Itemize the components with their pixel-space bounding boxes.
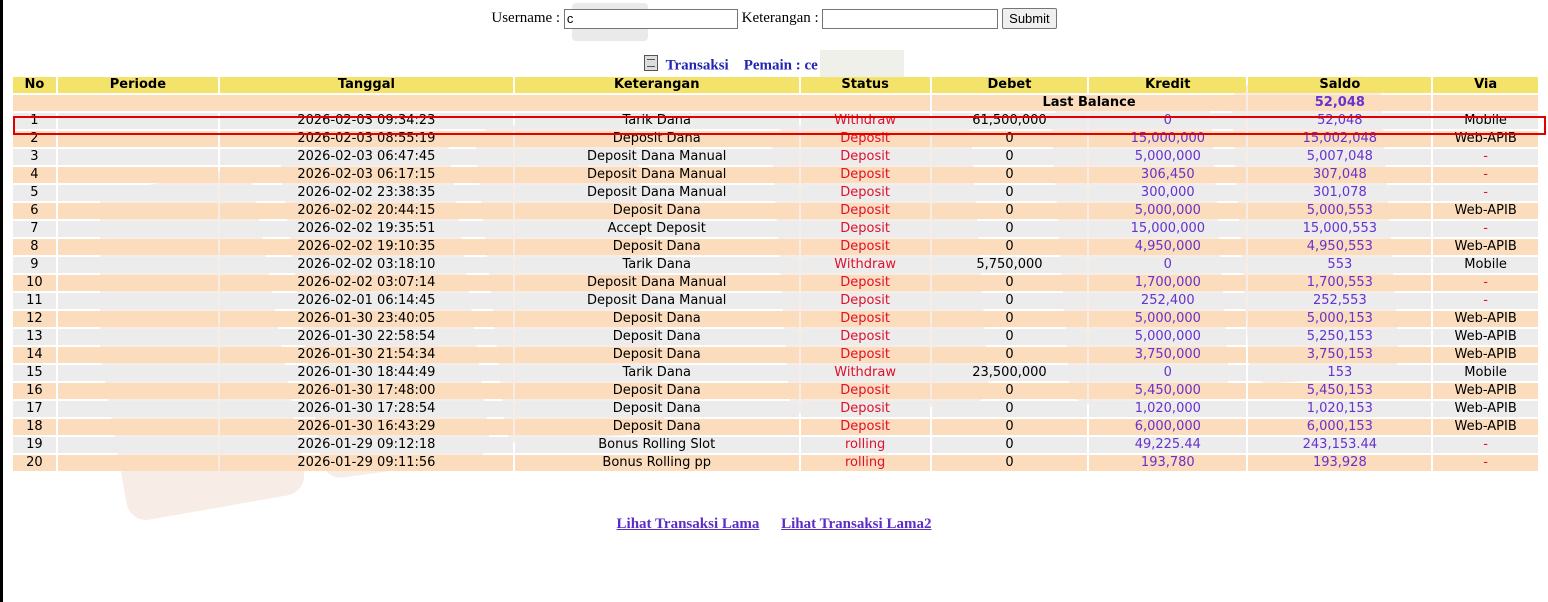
row-tanggal: 2026-01-30 16:43:29: [220, 419, 513, 435]
row-debet: 0: [932, 131, 1087, 147]
row-periode: [58, 455, 218, 471]
table-row: [13, 401, 1538, 417]
table-row: [13, 419, 1538, 435]
row-no: 8: [13, 239, 56, 255]
row-status: Deposit: [801, 401, 930, 417]
row-tanggal: 2026-01-30 21:54:34: [220, 347, 513, 363]
row-periode: [58, 149, 218, 165]
last-balance-via: [1433, 95, 1538, 111]
row-debet: 0: [932, 239, 1087, 255]
row-debet: 0: [932, 293, 1087, 309]
row-no: 13: [13, 329, 56, 345]
row-saldo: 153: [1248, 365, 1431, 381]
row-keterangan: Deposit Dana: [515, 203, 799, 219]
table-row: [13, 113, 1538, 129]
row-no: 2: [13, 131, 56, 147]
header-no: No: [13, 77, 56, 93]
row-status: Withdraw: [801, 365, 930, 381]
row-saldo: 5,000,153: [1248, 311, 1431, 327]
row-debet: 0: [932, 347, 1087, 363]
pemain-label: Pemain : ce: [743, 57, 818, 74]
row-via: -: [1433, 149, 1538, 165]
header-kredit: Kredit: [1089, 77, 1246, 93]
row-keterangan: Deposit Dana Manual: [515, 185, 799, 201]
table-row: [13, 455, 1538, 471]
row-saldo: 243,153.44: [1248, 437, 1431, 453]
row-debet: 0: [932, 149, 1087, 165]
row-via: Web-APIB: [1433, 311, 1538, 327]
row-periode: [58, 329, 218, 345]
row-saldo: 6,000,153: [1248, 419, 1431, 435]
row-debet: 5,750,000: [932, 257, 1087, 273]
username-label: Username :: [491, 10, 561, 26]
row-kredit: 3,750,000: [1089, 347, 1246, 363]
row-saldo: 5,000,553: [1248, 203, 1431, 219]
row-saldo: 252,553: [1248, 293, 1431, 309]
table-row: [13, 365, 1538, 381]
old-transactions-link[interactable]: Lihat Transaksi Lama: [616, 516, 760, 532]
submit-button[interactable]: Submit: [1002, 8, 1056, 29]
row-tanggal: 2026-01-30 22:58:54: [220, 329, 513, 345]
table-row: [13, 347, 1538, 363]
row-no: 10: [13, 275, 56, 291]
row-via: -: [1433, 455, 1538, 471]
row-no: 7: [13, 221, 56, 237]
row-debet: 0: [932, 221, 1087, 237]
row-saldo: 193,928: [1248, 455, 1431, 471]
row-periode: [58, 113, 218, 129]
row-no: 19: [13, 437, 56, 453]
row-kredit: 252,400: [1089, 293, 1246, 309]
row-kredit: 5,000,000: [1089, 329, 1246, 345]
row-status: Deposit: [801, 419, 930, 435]
row-periode: [58, 257, 218, 273]
transaksi-title: Transaksi: [665, 57, 729, 74]
row-saldo: 307,048: [1248, 167, 1431, 183]
row-tanggal: 2026-02-03 09:34:23: [220, 113, 513, 129]
row-saldo: 1,700,553: [1248, 275, 1431, 291]
row-kredit: 5,450,000: [1089, 383, 1246, 399]
row-tanggal: 2026-02-02 19:10:35: [220, 239, 513, 255]
row-debet: 0: [932, 167, 1087, 183]
row-no: 11: [13, 293, 56, 309]
row-via: -: [1433, 437, 1538, 453]
row-keterangan: Deposit Dana: [515, 347, 799, 363]
row-kredit: 306,450: [1089, 167, 1246, 183]
row-kredit: 15,000,000: [1089, 131, 1246, 147]
row-via: -: [1433, 185, 1538, 201]
row-status: Deposit: [801, 221, 930, 237]
row-keterangan: Deposit Dana Manual: [515, 167, 799, 183]
row-keterangan: Deposit Dana: [515, 311, 799, 327]
row-via: Web-APIB: [1433, 131, 1538, 147]
table-row: [13, 383, 1538, 399]
row-status: rolling: [801, 455, 930, 471]
row-keterangan: Deposit Dana: [515, 131, 799, 147]
row-saldo: 15,002,048: [1248, 131, 1431, 147]
header-debet: Debet: [932, 77, 1087, 93]
row-debet: 0: [932, 275, 1087, 291]
header-periode: Periode: [58, 77, 218, 93]
row-kredit: 15,000,000: [1089, 221, 1246, 237]
row-keterangan: Bonus Rolling pp: [515, 455, 799, 471]
row-no: 4: [13, 167, 56, 183]
row-status: Withdraw: [801, 257, 930, 273]
row-no: 15: [13, 365, 56, 381]
row-debet: 0: [932, 383, 1087, 399]
table-row: [13, 149, 1538, 165]
row-status: Deposit: [801, 203, 930, 219]
row-tanggal: 2026-01-30 17:28:54: [220, 401, 513, 417]
row-debet: 0: [932, 329, 1087, 345]
row-keterangan: Deposit Dana: [515, 329, 799, 345]
row-debet: 0: [932, 203, 1087, 219]
last-balance-value: 52,048: [1248, 95, 1431, 111]
row-periode: [58, 275, 218, 291]
row-status: Deposit: [801, 329, 930, 345]
row-saldo: 301,078: [1248, 185, 1431, 201]
footer-links: [0, 516, 1548, 533]
row-kredit: 4,950,000: [1089, 239, 1246, 255]
row-status: Deposit: [801, 167, 930, 183]
row-kredit: 5,000,000: [1089, 149, 1246, 165]
header-saldo: Saldo: [1248, 77, 1431, 93]
row-keterangan: Deposit Dana: [515, 419, 799, 435]
row-no: 1: [13, 113, 56, 129]
row-kredit: 5,000,000: [1089, 311, 1246, 327]
table-row: [13, 311, 1538, 327]
row-periode: [58, 203, 218, 219]
row-via: -: [1433, 275, 1538, 291]
row-periode: [58, 185, 218, 201]
row-kredit: 0: [1089, 365, 1246, 381]
transaction-table: [11, 75, 1540, 473]
row-status: Deposit: [801, 131, 930, 147]
row-saldo: 553: [1248, 257, 1431, 273]
row-kredit: 193,780: [1089, 455, 1246, 471]
row-keterangan: Deposit Dana Manual: [515, 293, 799, 309]
row-status: Deposit: [801, 347, 930, 363]
row-no: 12: [13, 311, 56, 327]
row-periode: [58, 383, 218, 399]
table-row: [13, 275, 1538, 291]
row-via: Web-APIB: [1433, 401, 1538, 417]
row-status: Deposit: [801, 293, 930, 309]
row-periode: [58, 167, 218, 183]
table-row: [13, 203, 1538, 219]
row-status: Deposit: [801, 311, 930, 327]
username-input[interactable]: [564, 9, 738, 29]
search-form: [0, 8, 1548, 29]
row-via: -: [1433, 293, 1538, 309]
row-keterangan: Deposit Dana: [515, 383, 799, 399]
row-tanggal: 2026-02-02 03:07:14: [220, 275, 513, 291]
row-tanggal: 2026-02-02 03:18:10: [220, 257, 513, 273]
row-via: Web-APIB: [1433, 203, 1538, 219]
table-row: [13, 329, 1538, 345]
row-via: Web-APIB: [1433, 329, 1538, 345]
row-keterangan: Bonus Rolling Slot: [515, 437, 799, 453]
row-debet: 23,500,000: [932, 365, 1087, 381]
row-saldo: 5,250,153: [1248, 329, 1431, 345]
header-keterangan: Keterangan: [515, 77, 799, 93]
old-transactions-link-2[interactable]: Lihat Transaksi Lama2: [781, 516, 932, 532]
document-icon: [644, 55, 658, 71]
table-row: [13, 257, 1538, 273]
row-periode: [58, 347, 218, 363]
row-saldo: 3,750,153: [1248, 347, 1431, 363]
table-row: [13, 131, 1538, 147]
row-via: Web-APIB: [1433, 239, 1538, 255]
row-periode: [58, 437, 218, 453]
row-debet: 0: [932, 401, 1087, 417]
row-debet: 0: [932, 185, 1087, 201]
table-header-row: [13, 77, 1538, 93]
row-periode: [58, 419, 218, 435]
table-row: [13, 185, 1538, 201]
row-debet: 0: [932, 419, 1087, 435]
row-status: Deposit: [801, 275, 930, 291]
row-via: Web-APIB: [1433, 383, 1538, 399]
row-tanggal: 2026-02-02 23:38:35: [220, 185, 513, 201]
table-row: [13, 293, 1538, 309]
header-status: Status: [801, 77, 930, 93]
header-via: Via: [1433, 77, 1538, 93]
row-via: -: [1433, 167, 1538, 183]
table-row: [13, 239, 1538, 255]
row-tanggal: 2026-01-30 18:44:49: [220, 365, 513, 381]
row-kredit: 49,225.44: [1089, 437, 1246, 453]
row-no: 17: [13, 401, 56, 417]
row-periode: [58, 365, 218, 381]
row-keterangan: Deposit Dana: [515, 239, 799, 255]
row-via: Web-APIB: [1433, 347, 1538, 363]
row-periode: [58, 311, 218, 327]
row-via: Mobile: [1433, 257, 1538, 273]
row-saldo: 5,450,153: [1248, 383, 1431, 399]
row-tanggal: 2026-02-01 06:14:45: [220, 293, 513, 309]
row-tanggal: 2026-01-29 09:11:56: [220, 455, 513, 471]
row-no: 14: [13, 347, 56, 363]
row-saldo: 5,007,048: [1248, 149, 1431, 165]
row-kredit: 0: [1089, 113, 1246, 129]
row-no: 5: [13, 185, 56, 201]
row-no: 3: [13, 149, 56, 165]
row-status: Withdraw: [801, 113, 930, 129]
table-row: [13, 437, 1538, 453]
row-kredit: 5,000,000: [1089, 203, 1246, 219]
table-row: [13, 167, 1538, 183]
row-no: 9: [13, 257, 56, 273]
row-debet: 0: [932, 311, 1087, 327]
row-kredit: 6,000,000: [1089, 419, 1246, 435]
row-no: 6: [13, 203, 56, 219]
row-periode: [58, 221, 218, 237]
row-keterangan: Deposit Dana Manual: [515, 149, 799, 165]
row-tanggal: 2026-01-30 17:48:00: [220, 383, 513, 399]
row-periode: [58, 401, 218, 417]
row-saldo: 1,020,153: [1248, 401, 1431, 417]
row-keterangan: Tarik Dana: [515, 257, 799, 273]
row-tanggal: 2026-02-03 06:47:45: [220, 149, 513, 165]
row-keterangan: Deposit Dana: [515, 401, 799, 417]
row-tanggal: 2026-01-30 23:40:05: [220, 311, 513, 327]
keterangan-input[interactable]: [822, 9, 998, 29]
keterangan-label: Keterangan :: [741, 10, 819, 26]
row-status: Deposit: [801, 239, 930, 255]
row-status: Deposit: [801, 185, 930, 201]
row-debet: 61,500,000: [932, 113, 1087, 129]
last-balance-spacer: [13, 95, 930, 111]
row-debet: 0: [932, 437, 1087, 453]
row-status: Deposit: [801, 383, 930, 399]
row-periode: [58, 293, 218, 309]
row-keterangan: Tarik Dana: [515, 113, 799, 129]
row-kredit: 300,000: [1089, 185, 1246, 201]
row-keterangan: Tarik Dana: [515, 365, 799, 381]
row-status: Deposit: [801, 149, 930, 165]
row-tanggal: 2026-02-02 19:35:51: [220, 221, 513, 237]
row-via: -: [1433, 221, 1538, 237]
row-kredit: 1,700,000: [1089, 275, 1246, 291]
row-kredit: 1,020,000: [1089, 401, 1246, 417]
row-keterangan: Accept Deposit: [515, 221, 799, 237]
row-no: 16: [13, 383, 56, 399]
row-kredit: 0: [1089, 257, 1246, 273]
row-keterangan: Deposit Dana Manual: [515, 275, 799, 291]
row-periode: [58, 239, 218, 255]
table-row: [13, 221, 1538, 237]
row-periode: [58, 131, 218, 147]
row-tanggal: 2026-02-02 20:44:15: [220, 203, 513, 219]
last-balance-label: Last Balance: [932, 95, 1247, 111]
row-saldo: 15,000,553: [1248, 221, 1431, 237]
row-via: Mobile: [1433, 365, 1538, 381]
row-via: Web-APIB: [1433, 419, 1538, 435]
row-tanggal: 2026-01-29 09:12:18: [220, 437, 513, 453]
row-no: 18: [13, 419, 56, 435]
row-saldo: 52,048: [1248, 113, 1431, 129]
last-balance-row: [13, 95, 1538, 111]
row-via: Mobile: [1433, 113, 1538, 129]
row-debet: 0: [932, 455, 1087, 471]
row-no: 20: [13, 455, 56, 471]
row-tanggal: 2026-02-03 06:17:15: [220, 167, 513, 183]
row-saldo: 4,950,553: [1248, 239, 1431, 255]
row-status: rolling: [801, 437, 930, 453]
window-left-edge: [0, 0, 3, 602]
row-tanggal: 2026-02-03 08:55:19: [220, 131, 513, 147]
header-tanggal: Tanggal: [220, 77, 513, 93]
